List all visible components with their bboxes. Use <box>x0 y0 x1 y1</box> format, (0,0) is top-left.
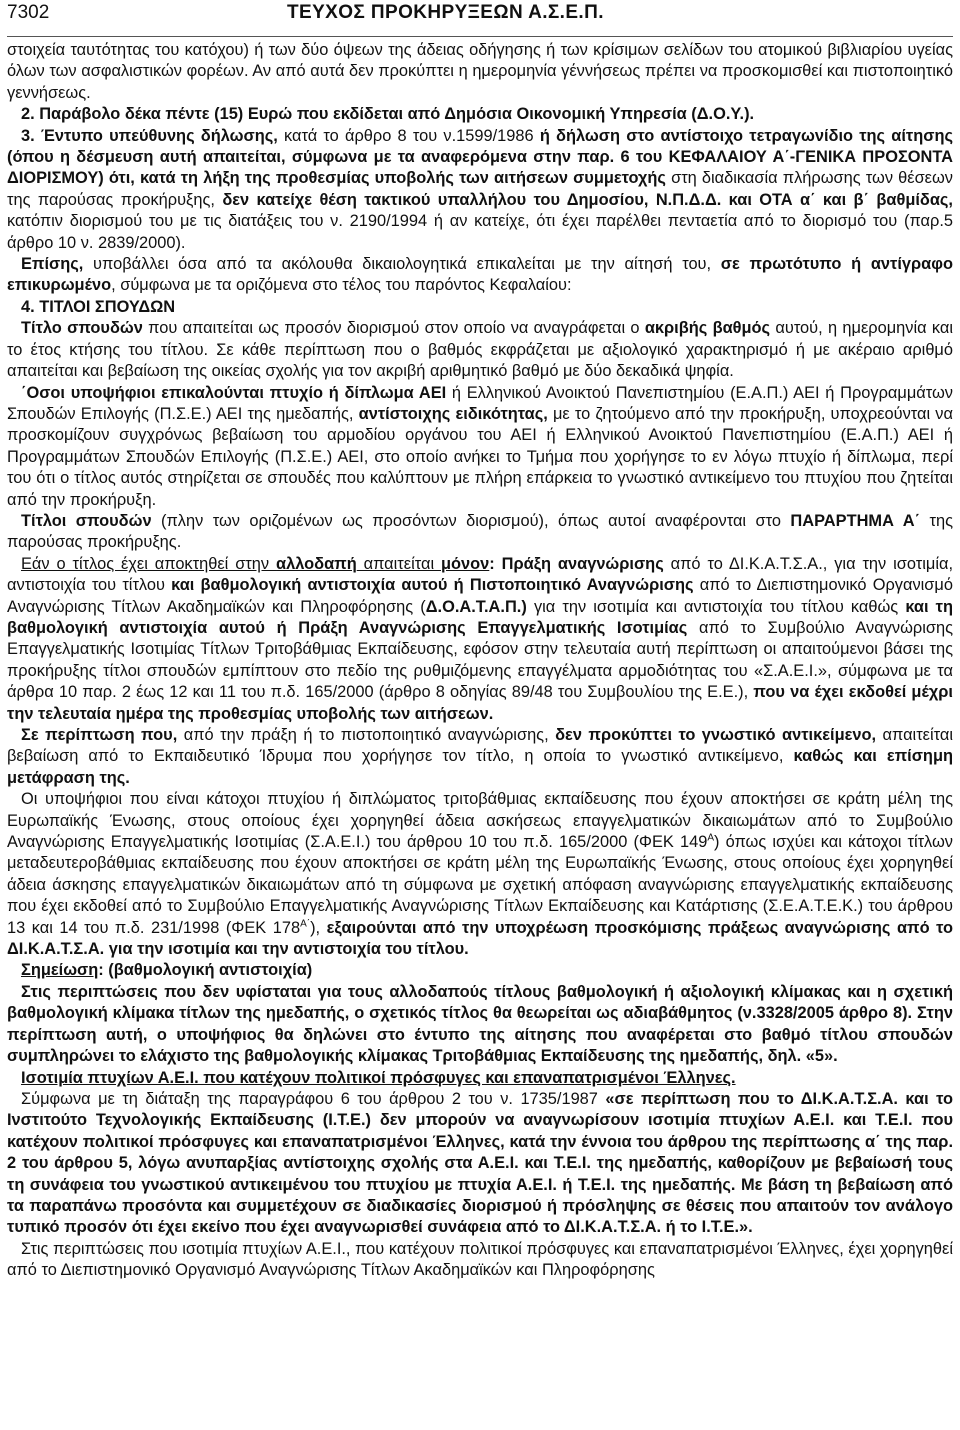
page-number: 7302 <box>7 2 50 23</box>
paragraph-title-of-studies: Τίτλο σπουδών που απαιτείται ως προσόν διορισμού στον οποίο να αναγράφεται ο ακριβής βαθμός αυτού, η ημερομηνία και το έτος κτήσης του τίτλου. Σε κάθε περίπτωση που ο βαθμός εκφράζεται με αξιολογικό χαρακτηρισμό ή με ακέραιο αριθμό απαιτείται και βεβαίωση της οικείας σχολής για τον ακριβή αριθμητικό βαθμό με δύο δεκαδικά ψηφία. <box>7 319 953 381</box>
note-body: Στις περιπτώσεις που δεν υφίσταται για τους αλλοδαπούς τίτλους βαθμολογική ή αξιολογική κλίμακας και η σχετική βαθμολογική κλίμακα τίτλων της ημεδαπής, ο σχετικός τίτλος θα θεωρείται ως αδιαβάθμητος (ν.3328/2005 άρθρο 8). Στην περίπτωση αυτή, ο υποψήφιος θα δηλώνει στο έντυπο της αίτησης που αναφέρεται στο βαθμό τίτλου σπουδών συμπληρώνει το ελάχιστο της βαθμολογικής κλίμακας Τριτοβάθμιας Εκπαίδευσης της ημεδαπής, δηλ. «5». <box>7 982 953 1066</box>
page-header <box>7 2 953 32</box>
paragraph-equivalence: Σύμφωνα με τη διάταξη της παραγράφου 6 του άρθρου 2 του ν. 1735/1987 «σε περίπτωση που το ΔΙ.Κ.Α.Τ.Σ.Α. και το Ινστιτούτο Τεχνολογικής Εκπαίδευσης (Ι.Τ.Ε.) δεν μπορούν να αναγνωρίσουν ισοτιμία πτυχίων Α.Ε.Ι. και Τ.Ε.Ι. που κατέχουν πολιτικοί πρόσφυγες και επαναπατρισμένοι Έλληνες, κατά την έννοια του άρθρου της περίπτωσης α΄ της παρ. 2 του άρθρου 5, λόγω ανυπαρξίας αντίστοιχης σχολής στα Α.Ε.Ι. και Τ.Ε.Ι. της ημεδαπής, καθορίζουν με βεβαίωσή τους τη συνάφεια του γνωστικού αντικειμένου του πτυχίου με πτυχία Α.Ε.Ι. ή Τ.Ε.Ι. της ημεδαπής. Με βάση τη βεβαίωση από τα παραπάνω προσόντα και συμμετέχουν σε διαδικασίες διορισμού ή πρόσληψης σε θέσεις που απαιτούν τον ανάλογο τυπικό προσόν ότι έχει εκείνο που έχει αναγνωρισθεί συνάφεια από το ΔΙ.Κ.Α.Τ.Σ.Α. ή το Ι.Τ.Ε.». <box>7 1089 953 1237</box>
paragraph-identity: στοιχεία ταυτότητας του κατόχου) ή των δύο όψεων της άδειας οδήγησης ή των κρίσιμων σελίδων του ατομικού βιβλιαρίου υγείας όλων των ασφαλιστικών φορέων. Αν από αυτά δεν προκύπτει η ημερομηνία γέννήσεως πρέπει να προσκομισθεί και πιστοποιητικό γεννήσεως. <box>7 41 953 102</box>
section-4-heading: 4. ΤΙΤΛΟΙ ΣΠΟΥΔΩΝ <box>21 297 176 316</box>
item-2-fee: 2. Παράβολο δέκα πέντε (15) Ευρώ που εκδίδεται από Δημόσια Οικονομική Υπηρεσία (Δ.Ο.Υ.). <box>21 105 755 124</box>
header-rule <box>7 36 953 37</box>
paragraph-case: Σε περίπτωση που, από την πράξη ή το πιστοποιητικό αναγνώρισης, δεν προκύπτει το γνωστικό αντικείμενο, απαιτείται βεβαίωση από το Εκπαιδευτικό Ίδρυμα που χορήγησε τον τίτλο, η οποία το γνωστικό αντικείμενο, καθώς και επίσημη μετάφραση της. <box>7 726 953 787</box>
paragraph-last: Στις περιπτώσεις που ισοτιμία πτυχίων Α.Ε.Ι., που κατέχουν πολιτικοί πρόσφυγες και επαναπατρισμένοι Έλληνες, έχει χορηγηθεί από το Διεπιστημονικό Οργανισμό Αναγνώρισης Τίτλων Ακαδημαϊκών και Πληροφόρησης <box>7 1239 953 1280</box>
paragraph-aei: ΄Οσοι υποψήφιοι επικαλούνται πτυχίο ή δίπλωμα ΑΕΙ ή Ελληνικού Ανοικτού Πανεπιστημίου (Ε.Α.Π.) ΑΕΙ ή Προγραμμάτων Σπουδών Επιλογής (Π.Σ.Ε.) ΑΕΙ της ημεδαπής, αντίστοιχης ειδικότητας, με το ζητούμενο από την προκήρυξη, υποχρεούνται να προσκομίζουν συγχρόνως βεβαίωση του αρμοδίου οργάνου του ΑΕΙ ή Ελληνικού Ανοικτού Πανεπιστημίου (Ε.Α.Π.) ΑΕΙ ή Προγραμμάτων Σπουδών Επιλογής (Π.Σ.Ε.) ΑΕΙ, στο οποίο ανήκει το Τμήμα που χορήγησε το εν λόγω πτυχίο ή δίπλωμα, περί του ότι ο τίτλος αυτός στηρίζεται σε σπουδές που καλύπτουν με πλήρη επάρκεια το γνωστικό αντικείμενο του πτυχίου που ζητείται από την προκήρυξη. <box>7 383 953 509</box>
note-heading: Σημείωση: (βαθμολογική αντιστοιχία) <box>21 961 313 980</box>
issue-title: ΤΕΥΧΟΣ ΠΡΟΚΗΡΥΞΕΩΝ Α.Σ.Ε.Π. <box>287 2 604 23</box>
paragraph-foreign-degree: Εάν ο τίτλος έχει αποκτηθεί στην αλλοδαπή απαιτείται μόνον: Πράξη αναγνώρισης από το ΔΙ.Κ.Α.Τ.Σ.Α., για την ισοτιμία, αντιστοιχία του τίτλου και βαθμολογική αντιστοιχία αυτού ή Πιστοποιητικό Αναγνώρισης από το Διεπιστημονικό Οργανισμό Αναγνώρισης Τίτλων Ακαδημαϊκών και Πληροφόρησης (Δ.Ο.Α.Τ.Α.Π.) για την ισοτιμία και αντιστοιχία του τίτλου καθώς και τη βαθμολογική αντιστοιχία αυτού ή Πράξη Αναγνώρισης Επαγγελματικής Ισοτιμίας από το Συμβούλιο Αναγνώρισης Επαγγελματικής Ισοτιμίας Τίτλων Τριτοβάθμιας Εκπαίδευσης, εφόσον στην τελευταία αυτή περίπτωση οι απαιτούμενοι βάσει της προκήρυξης τίτλοι σπουδών εμπίπτουν στο πεδίο της ρυθμιζόμενης επαγγέλματα αρμοδιότητας του «Σ.Α.Ε.Ι.», σύμφωνα με τα άρθρα 10 παρ. 2 έως 12 και 11 του π.δ. 165/2000 (άρθρο 8 οδηγίας 89/48 του Συμβουλίου της Ε.Ε.), που να έχει εκδοθεί μέχρι την τελευταία ημέρα της προθεσμίας υποβολής των αιτήσεων. <box>7 554 954 723</box>
equivalence-heading: Ισοτιμία πτυχίων Α.Ε.Ι. που κατέχουν πολιτικοί πρόσφυγες και επαναπατρισμένοι Έλληνες. <box>21 1068 736 1087</box>
item-3-declaration: 3. Έντυπο υπεύθυνης δήλωσης, κατά το άρθρο 8 του ν.1599/1986 ή δήλωση στο αντίστοιχο τετραγωνίδιο της αίτησης (όπου η δέσμευση αυτή απαιτείται, σύμφωνα με τα αναφερόμενα στην παρ. 6 του ΚΕΦΑΛΑΙΟΥ Α΄-ΓΕΝΙΚΑ ΠΡΟΣΟΝΤΑ ΔΙΟΡΙΣΜΟΥ) ότι, κατά τη λήξη της προθεσμίας υποβολής των αιτήσεων συμμετοχής στη διαδικασία πλήρωσης των θέσεων της παρούσας προκήρυξης, δεν κατείχε θέση τακτικού υπαλλήλου του Δημοσίου, Ν.Π.Δ.Δ. και ΟΤΑ α΄ και β΄ βαθμίδας, κατόπιν διορισμού του με τις διατάξεις του ν. 2190/1994 ή αν κατείχε, ότι έχει παρέλθει πενταετία από το διορισμό του (παρ.5 άρθρο 10 ν. 2839/2000). <box>7 126 953 252</box>
paragraph-titles: Τίτλοι σπουδών (πλην των οριζομένων ως προσόντων διορισμού), όπως αυτοί αναφέρονται στο ΠΑΡΑΡΤΗΜΑ Α΄ της παρούσας προκήρυξης. <box>7 511 953 552</box>
paragraph-holders: Οι υποψήφιοι που είναι κάτοχοι πτυχίου ή διπλώματος τριτοβάθμιας εκπαίδευσης που έχουν αποκτήσει σε κράτη μέλη της Ευρωπαϊκής Ένωσης, στους οποίους έχει χορηγηθεί άδεια ασκήσεως επαγγελματικών δικαιωμάτων από το Συμβούλιο Αναγνώρισης Επαγγελματικής Ισοτιμίας (Σ.Α.Ε.Ι.) του άρθρου 10 του π.δ. 165/2000 (ΦΕΚ $149^A$) όπως ισχύει και κάτοχοι τίτλων μεταδευτεροβάθμιας εκπαίδευσης που έχουν αποκτήσει σε κράτη μέλη της Ευρωπαϊκής Ένωσης, στους οποίους έχει χορηγηθεί άδεια άσκησης επαγγελματικών δικαιωμάτων από τη σύμφωνα με σχετική απόφαση αναγνώρισης επαγγελματικής εκπαίδευσης που έχει εκδοθεί από το Συμβούλιο Επαγγελματικής Αναγνώρισης Τίτλων Εκπαίδευσης και Κατάρτισης (Σ.Ε.Α.Τ.Ε.Κ.) του άρθρου 13 και 14 του π.δ. 231/1998 (ΦΕΚ $178^{A΄}$), εξαιρούνται από την υποχρέωση προσκόμισης πράξεως αναγνώρισης από το ΔΙ.Κ.Α.Τ.Σ.Α. για την ισοτιμία και την αντιστοιχία του τίτλου. <box>7 790 953 959</box>
paragraph-also: Επίσης, υποβάλλει όσα από τα ακόλουθα δικαιολογητικά επικαλείται με την αίτησή του, σε πρωτότυπο ή αντίγραφο επικυρωμένο, σύμφωνα με τα οριζόμενα στο τέλος του παρόντος Κεφαλαίου: <box>7 255 953 295</box>
